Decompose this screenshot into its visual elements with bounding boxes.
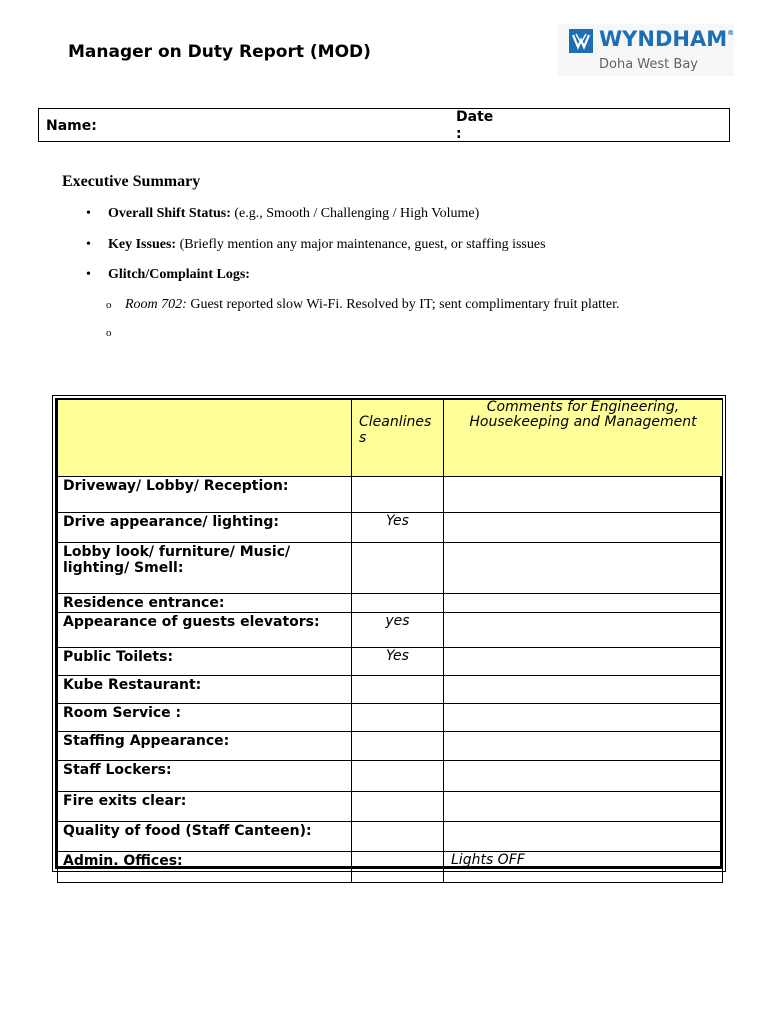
table-row xyxy=(58,477,723,513)
comment-cell[interactable] xyxy=(444,594,723,613)
comment-cell[interactable]: Lights OFF_ xyxy=(444,852,723,883)
table-row xyxy=(58,732,723,761)
table-row xyxy=(58,852,723,883)
bullet-text: (e.g., Smooth / Challenging / High Volume) xyxy=(230,206,480,221)
cleanliness-cell[interactable] xyxy=(352,477,444,513)
cleanliness-cell[interactable] xyxy=(352,792,444,822)
cleanliness-cell[interactable] xyxy=(352,594,444,613)
logo-brand-name: WYNDHAM® xyxy=(599,27,735,51)
cleanliness-cell[interactable]: Yes xyxy=(352,513,444,543)
checklist-item: Residence entrance: xyxy=(58,594,352,613)
table-row xyxy=(58,676,723,704)
table-row xyxy=(58,513,723,543)
bullet-label: Key Issues: xyxy=(108,237,177,252)
comment-cell[interactable] xyxy=(444,543,723,594)
bullet-label: Overall Shift Status: xyxy=(108,206,231,221)
wyndham-emblem-icon xyxy=(569,29,593,53)
date-label: Date : xyxy=(456,109,494,142)
cleanliness-cell[interactable] xyxy=(352,676,444,704)
comment-cell[interactable] xyxy=(444,676,723,704)
mod-checklist-table xyxy=(57,399,723,883)
bullet-text: (Briefly mention any major maintenance, guest, or staffing issues xyxy=(176,237,546,252)
checklist-item: Drive appearance/ lighting: xyxy=(58,513,352,543)
table-row xyxy=(58,648,723,676)
checklist-item: Public Toilets: xyxy=(58,648,352,676)
checklist-item: Lobby look/ furniture/ Music/ lighting/ Smell: xyxy=(58,543,352,594)
circle-bullet-icon: o xyxy=(106,327,112,339)
table-row xyxy=(58,613,723,648)
table-row xyxy=(58,761,723,792)
header-comments: Comments for Engineering, Housekeeping and Management xyxy=(444,400,723,477)
bullet-icon: • xyxy=(86,267,91,282)
cleanliness-cell[interactable] xyxy=(352,822,444,852)
cleanliness-cell[interactable]: yes xyxy=(352,613,444,648)
header-cleanliness: Cleanlines s xyxy=(352,400,444,477)
log-text: Guest reported slow Wi-Fi. Resolved by IT; sent complimentary fruit platter. xyxy=(186,297,620,312)
checklist-item: Driveway/ Lobby/ Reception: xyxy=(58,477,352,513)
log-room: Room 702: xyxy=(125,297,187,312)
comment-cell[interactable] xyxy=(444,704,723,732)
checklist-item: Quality of food (Staff Canteen): xyxy=(58,822,352,852)
checklist-item: Room Service : xyxy=(58,704,352,732)
report-title: Manager on Duty Report (MOD) xyxy=(68,42,371,62)
cleanliness-cell[interactable] xyxy=(352,543,444,594)
checklist-item: Staff Lockers: xyxy=(58,761,352,792)
comment-cell[interactable] xyxy=(444,761,723,792)
cleanliness-cell[interactable] xyxy=(352,704,444,732)
logo-location: Doha West Bay xyxy=(599,57,698,72)
name-label: Name: xyxy=(46,118,97,134)
comment-cell[interactable] xyxy=(444,648,723,676)
table-header-row xyxy=(58,400,723,477)
bullet-icon: • xyxy=(86,237,91,252)
executive-summary-heading: Executive Summary xyxy=(62,173,201,190)
checklist-item: Kube Restaurant: xyxy=(58,676,352,704)
checklist-item: Admin. Offices: xyxy=(58,852,352,883)
wyndham-logo xyxy=(558,24,734,76)
header-item-cell xyxy=(58,400,352,477)
comment-cell[interactable] xyxy=(444,613,723,648)
checklist-item: Fire exits clear: xyxy=(58,792,352,822)
comment-cell[interactable] xyxy=(444,822,723,852)
table-row xyxy=(58,792,723,822)
checklist-item: Staffing Appearance: xyxy=(58,732,352,761)
table-row xyxy=(58,822,723,852)
cleanliness-cell[interactable] xyxy=(352,732,444,761)
cleanliness-cell[interactable] xyxy=(352,852,444,883)
table-row xyxy=(58,543,723,594)
cleanliness-cell[interactable]: Yes xyxy=(352,648,444,676)
bullet-icon: • xyxy=(86,206,91,221)
checklist-item: Appearance of guests elevators: xyxy=(58,613,352,648)
cleanliness-cell[interactable] xyxy=(352,761,444,792)
name-date-box xyxy=(38,108,730,142)
circle-bullet-icon: o xyxy=(106,299,112,311)
table-row xyxy=(58,594,723,613)
comment-cell[interactable] xyxy=(444,477,723,513)
bullet-label: Glitch/Complaint Logs: xyxy=(108,267,250,282)
comment-cell[interactable] xyxy=(444,732,723,761)
comment-cell[interactable] xyxy=(444,792,723,822)
table-row xyxy=(58,704,723,732)
comment-cell[interactable] xyxy=(444,513,723,543)
